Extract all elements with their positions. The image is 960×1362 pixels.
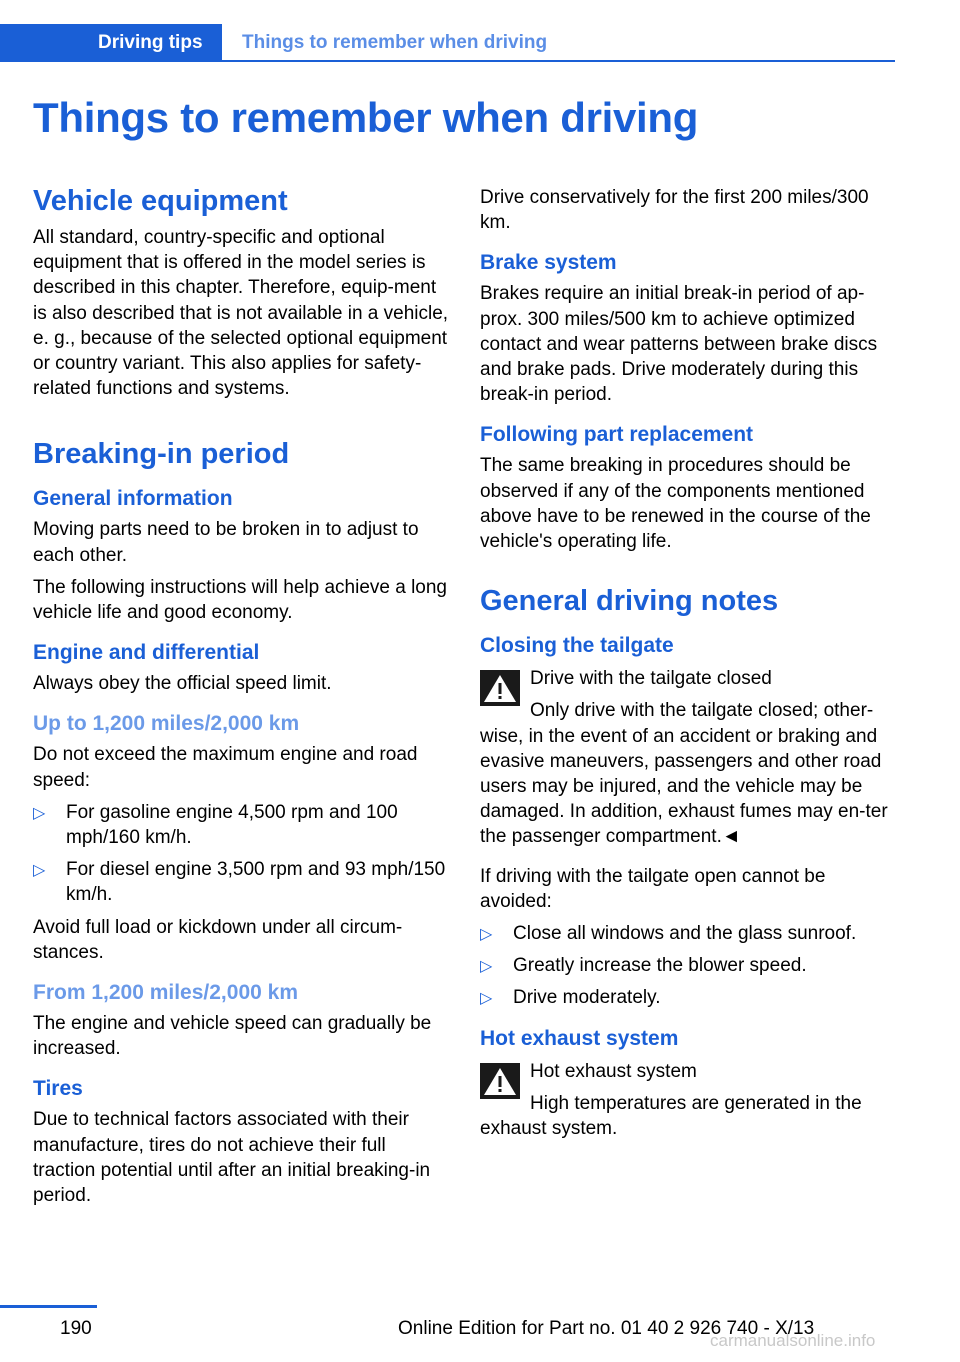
left-column <box>33 182 451 1208</box>
warning-title: Hot exhaust system <box>530 1060 697 1082</box>
heading-tires: Tires <box>33 1077 83 1101</box>
tailgate-after: If driving with the tailgate open cannot be avoided: <box>480 865 826 912</box>
heading-vehicle-equipment: Vehicle equipment <box>33 185 288 217</box>
engine-text: Always obey the official speed limit. <box>33 673 332 695</box>
heading-closing-tailgate: Closing the tailgate <box>480 634 674 658</box>
list-item: ▷ Close all windows and the glass sunroof. <box>480 921 898 946</box>
header-rule <box>222 60 895 62</box>
list-item: ▷ Greatly increase the blower speed. <box>480 953 898 978</box>
heading-brake-system: Brake system <box>480 251 617 275</box>
vehicle-equipment-text: All standard, country-specific and optional equipment that is offered in the model series is described in this chapter. Therefore, equip-ment is also described that is not available in a vehicle, e. g., because of the selected optional equipment or country variant. This also applies for safety-related functions and systems. <box>33 227 449 400</box>
warning-title: Drive with the tailgate closed <box>530 668 772 690</box>
page-header <box>0 24 895 62</box>
replacement-text: The same breaking in procedures should be observed if any of the components mentioned above have to be renewed in the course of the vehicle's operating life. <box>480 455 871 553</box>
brake-text: Brakes require an initial break-in period of ap-prox. 300 miles/500 km to achieve optimized contact and wear patterns between brake discs and brake pads. Drive moderately during this break-in period. <box>480 283 878 406</box>
tailgate-list <box>480 921 898 1011</box>
from-text: The engine and vehicle speed can gradually be increased. <box>33 1013 432 1060</box>
heading-hot-exhaust: Hot exhaust system <box>480 1026 679 1050</box>
page-number: 190 <box>60 1318 92 1339</box>
page-title: Things to remember when driving <box>33 94 699 141</box>
warning-tailgate <box>480 666 898 849</box>
general-info-p2: The following instructions will help achieve a long vehicle life and good economy. <box>33 576 448 624</box>
heading-part-replacement: Following part replacement <box>480 423 754 447</box>
heading-general-information: General information <box>33 487 233 511</box>
warning-text: Only drive with the tailgate closed; other-wise, in the event of an accident or braking and evasive maneuvers, passengers and other road users may be injured, and the vehicle may be damaged. In addition, exhaust fumes may en-ter the passenger compartment.◄ <box>480 700 888 848</box>
triangle-bullet-icon: ▷ <box>480 958 493 976</box>
heading-engine-differential: Engine and differential <box>33 641 260 665</box>
warning-text: High temperatures are generated in the exhaust system. <box>480 1092 862 1140</box>
tires-text: Due to technical factors associated with their manufacture, tires do not achieve their full traction potential until after an initial breaking-in period. <box>33 1109 431 1207</box>
warning-triangle-icon <box>480 670 520 706</box>
section-label: Driving tips <box>98 32 203 53</box>
general-info-p1: Moving parts need to be broken in to adjust to each other. <box>33 519 419 566</box>
continued-text: Drive conservatively for the first 200 miles/300 km. <box>480 187 869 234</box>
up-to-list <box>33 800 451 908</box>
breadcrumb[interactable]: Things to remember when driving <box>242 32 548 53</box>
triangle-bullet-icon: ▷ <box>480 926 493 944</box>
watermark: carmanualsonline.info <box>710 1331 876 1350</box>
footer-rule <box>0 1305 97 1308</box>
list-item: ▷ For diesel engine 3,500 rpm and 93 mph/150 km/h. <box>33 859 446 906</box>
up-to-text: Do not exceed the maximum engine and road speed: <box>33 744 418 791</box>
warning-exhaust <box>480 1059 898 1142</box>
up-to-after: Avoid full load or kickdown under all circum-stances. <box>33 916 403 963</box>
triangle-bullet-icon: ▷ <box>33 804 46 822</box>
heading-breaking-in: Breaking-in period <box>33 438 290 471</box>
section-tab[interactable] <box>0 24 222 62</box>
warning-triangle-icon <box>480 1063 520 1099</box>
heading-up-to: Up to 1,200 miles/2,000 km <box>33 712 300 736</box>
list-item: ▷ Drive moderately. <box>480 985 898 1010</box>
heading-from: From 1,200 miles/2,000 km <box>33 981 298 1005</box>
triangle-bullet-icon: ▷ <box>480 990 493 1008</box>
list-item: ▷ For gasoline engine 4,500 rpm and 100 mph/160 km/h. <box>33 801 398 849</box>
edition-text: Online Edition for Part no. 01 40 2 926 740 - X/13 <box>398 1318 815 1339</box>
triangle-bullet-icon: ▷ <box>33 862 46 880</box>
right-column <box>480 185 898 1141</box>
heading-general-driving-notes: General driving notes <box>480 585 779 618</box>
